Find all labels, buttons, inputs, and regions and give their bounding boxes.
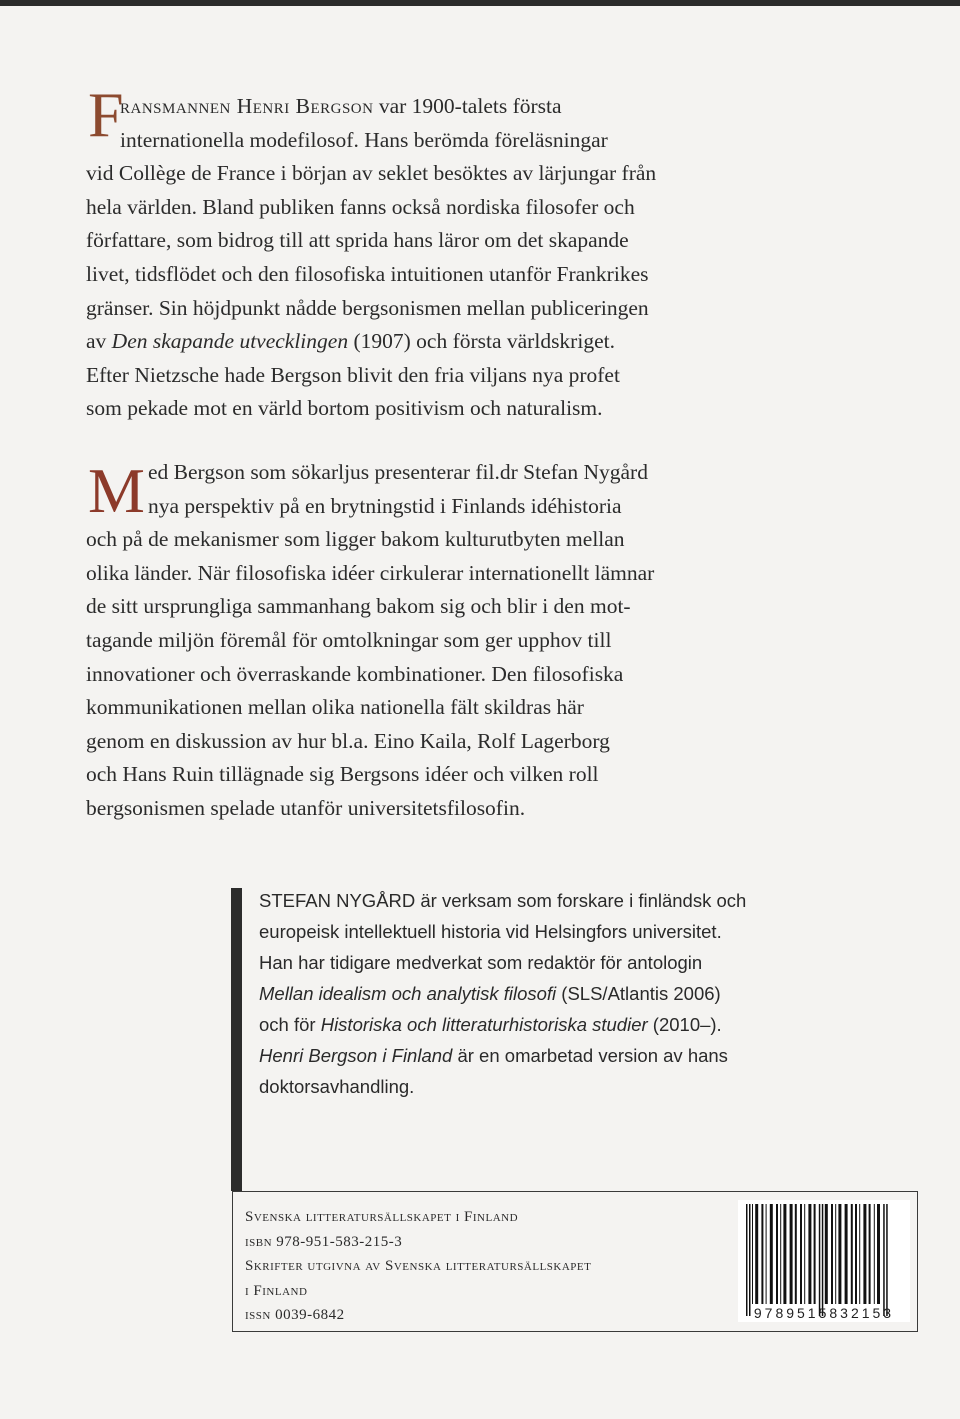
- intro-line-9: Efter Nietzsche hade Bergson blivit den fria viljans nya profet: [86, 362, 620, 387]
- bio-line-6-rest: är en omarbetad version av hans: [452, 1045, 728, 1066]
- barcode-bar: [883, 1204, 885, 1316]
- top-edge: [0, 0, 960, 6]
- barcode-bar: [790, 1204, 793, 1304]
- bio-line-5-prefix: och för: [259, 1014, 321, 1035]
- second-line-3: och på de mekanismer som ligger bakom kulturutbyten mellan: [86, 527, 625, 552]
- dropcap-m: M: [88, 455, 145, 526]
- barcode-bar: [863, 1204, 866, 1304]
- bio-book-title: Henri Bergson i Finland: [259, 1045, 453, 1066]
- intro-line-8-prefix: av: [86, 329, 112, 354]
- second-line-9: genom en diskussion av hur bl.a. Eino Kaila, Rolf Lagerborg: [86, 728, 610, 753]
- publisher-name: Svenska litteratursällskapet i Finland: [245, 1209, 519, 1225]
- barcode-bar: [831, 1204, 833, 1304]
- bio-line-4: [259, 978, 799, 1009]
- barcode-bar: [795, 1204, 797, 1304]
- intro-line-1-rest: var 1900-talets första: [373, 94, 562, 118]
- second-line-7: innovationer och överraskande kombinationer. Den filosofiska: [86, 661, 624, 686]
- intro-line-1: [86, 90, 706, 124]
- barcode-bar: [770, 1204, 773, 1304]
- barcode-bar: [780, 1204, 781, 1304]
- bio-line-4-rest: (SLS/Atlantis 2006): [556, 983, 721, 1004]
- second-line-4: olika länder. När filosofiska idéer cirkulerar internationellt lämnar: [86, 560, 655, 585]
- barcode-bar: [845, 1204, 848, 1304]
- barcode-bar: [886, 1204, 888, 1316]
- barcode-bar: [822, 1204, 824, 1316]
- barcode-bar: [835, 1204, 836, 1304]
- barcode-bar: [869, 1204, 871, 1304]
- publisher-info: [245, 1205, 591, 1328]
- second-line-5: de sitt ursprungliga sammanhang bakom sig och blir i den mot-: [86, 594, 631, 619]
- book-title-italic: Den skapande utvecklingen: [111, 329, 349, 354]
- bio-line-5: [259, 1009, 799, 1040]
- barcode-bar: [783, 1204, 786, 1304]
- second-line-2: nya perspektiv på en brytningstid i Finlands idéhistoria: [148, 493, 622, 518]
- barcode-bar: [825, 1204, 828, 1304]
- intro-line-7: gränser. Sin höjdpunkt nådde bergsonismen mellan publiceringen: [86, 295, 649, 320]
- intro-line-10: som pekade mot en värld bortom positivism och naturalism.: [86, 396, 603, 421]
- barcode-bar: [874, 1204, 875, 1304]
- author-bio: [259, 885, 799, 1102]
- bio-line-3: Han har tidigare medverkat som redaktör för antologin: [259, 952, 703, 973]
- intro-line-8: [86, 325, 706, 359]
- barcode-bar: [814, 1204, 816, 1304]
- barcode-bar: [808, 1204, 811, 1304]
- intro-line-8-suffix: (1907) och första världskriget.: [348, 329, 615, 354]
- second-line-11: bergsonismen spelade utanför universitetsfilosofin.: [86, 795, 526, 820]
- barcode-digits: 9789515832153: [753, 1305, 895, 1321]
- barcode-bar: [755, 1204, 758, 1304]
- barcode-bar: [851, 1204, 853, 1304]
- barcode-bar: [855, 1204, 857, 1304]
- barcode-bar: [838, 1204, 841, 1304]
- intro-paragraph: [86, 90, 706, 426]
- barcode-bar: [761, 1204, 763, 1304]
- second-line-1: ed Bergson som sökarljus presenterar fil.dr Stefan Nygård: [148, 460, 648, 484]
- second-line-8: kommunikationen mellan olika nationella fält skildras här: [86, 695, 584, 720]
- barcode-bar: [766, 1204, 767, 1304]
- barcode-bar: [804, 1204, 805, 1304]
- bio-line-6: [259, 1040, 799, 1071]
- barcode-bar: [819, 1204, 821, 1316]
- barcode-bar: [877, 1204, 880, 1304]
- barcode-bar: [746, 1204, 748, 1316]
- intro-lead-caps: ransmannen Henri Bergson: [120, 94, 374, 118]
- bio-accent-bar: [231, 888, 242, 1191]
- bio-series-title: Historiska och litteraturhistoriska studier: [320, 1014, 648, 1035]
- intro-line-2: internationella modefilosof. Hans berömda föreläsningar: [120, 127, 608, 152]
- barcode: [738, 1200, 910, 1322]
- issn: issn 0039-6842: [245, 1307, 345, 1323]
- isbn: isbn 978-951-583-215-3: [245, 1233, 403, 1250]
- barcode-bar: [776, 1204, 778, 1304]
- series-name-cont: i Finland: [245, 1282, 308, 1299]
- intro-line-6: livet, tidsflödet och den filosofiska intuitionen utanför Frankrikes: [86, 261, 649, 286]
- series-name: Skrifter utgivna av Svenska litteratursällskapet: [245, 1258, 592, 1274]
- barcode-bar: [800, 1204, 802, 1304]
- bio-line-5-rest: (2010–).: [647, 1014, 722, 1035]
- barcode-bar: [752, 1204, 753, 1304]
- intro-line-3: vid Collège de France i början av seklet besöktes av lärjungar från: [86, 161, 657, 186]
- second-line-10: och Hans Ruin tillägnade sig Bergsons idéer och vilken roll: [86, 762, 599, 787]
- barcode-bar: [749, 1204, 751, 1316]
- bio-anthology-title: Mellan idealism och analytisk filosofi: [259, 983, 557, 1004]
- bio-line-1: STEFAN NYGÅRD är verksam som forskare i finländsk och: [259, 890, 747, 911]
- second-paragraph: [86, 456, 706, 826]
- dropcap-f: F: [88, 79, 124, 150]
- bio-line-2: europeisk intellektuell historia vid Helsingfors universitet.: [259, 921, 722, 942]
- barcode-bar: [859, 1204, 860, 1304]
- intro-line-5: författare, som bidrog till att sprida hans läror om det skapande: [86, 228, 629, 253]
- second-line-6: tagande miljön föremål för omtolkningar som ger upphov till: [86, 627, 612, 652]
- bio-line-7: doktorsavhandling.: [259, 1076, 415, 1097]
- intro-line-4: hela världen. Bland publiken fanns också nordiska filosofer och: [86, 194, 635, 219]
